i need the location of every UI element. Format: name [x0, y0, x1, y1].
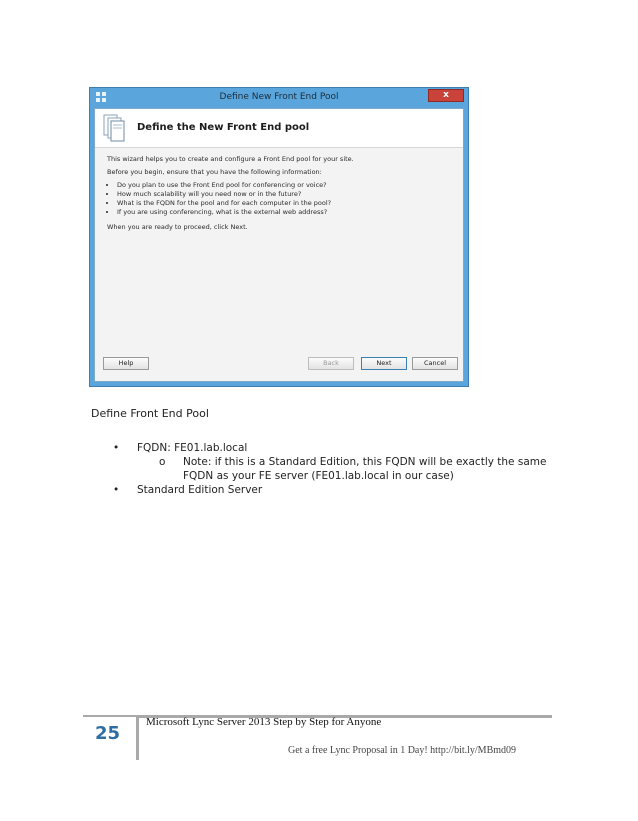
- wizard-header: [95, 109, 463, 148]
- figure-caption: Define Front End Pool: [91, 407, 209, 420]
- dialog-title: Define New Front End Pool: [219, 92, 339, 102]
- list-item: • Do you plan to use the Front End pool for conferencing or voice?: [117, 181, 453, 190]
- list-item: • How much scalability will you need now or in the future?: [117, 190, 453, 199]
- help-button[interactable]: Help: [103, 357, 149, 370]
- back-button[interactable]: Back: [308, 357, 354, 370]
- list-item: • What is the FQDN for the pool and for each computer in the pool?: [117, 199, 453, 208]
- footer-divider: [136, 715, 139, 760]
- footer-subtitle: Get a free Lync Proposal in 1 Day! http://bit.ly/MBmd09: [288, 745, 517, 756]
- footer-title: Microsoft Lync Server 2013 Step by Step for Anyone: [146, 716, 382, 728]
- close-button[interactable]: x: [428, 89, 464, 102]
- cancel-button[interactable]: Cancel: [412, 357, 458, 370]
- list-item: • If you are using conferencing, what is the external web address?: [117, 208, 453, 217]
- dialog-titlebar: [90, 88, 468, 108]
- before-text: Before you begin, ensure that you have the following information:: [107, 168, 322, 176]
- fqdn-item: FQDN: FE01.lab.local: [137, 442, 248, 454]
- bullet-icon: •: [113, 442, 120, 454]
- edition-item: Standard Edition Server: [137, 484, 263, 496]
- page-number: 25: [95, 723, 121, 744]
- dialog-client-area: [94, 108, 464, 382]
- bullet-icon: •: [113, 484, 120, 496]
- wizard-dialog-screenshot: [89, 87, 469, 387]
- note-line-2: FQDN as your FE server (FE01.lab.local in our case): [183, 470, 454, 482]
- server-pool-icon: [103, 114, 125, 142]
- footer-rule-left: [83, 715, 138, 717]
- note-line-1: Note: if this is a Standard Edition, this FQDN will be exactly the same: [183, 456, 547, 468]
- sub-bullet-icon: o: [159, 456, 166, 468]
- intro-text: This wizard helps you to create and configure a Front End pool for your site.: [107, 155, 354, 163]
- next-button[interactable]: Next: [361, 357, 407, 370]
- wizard-heading: Define the New Front End pool: [137, 122, 310, 133]
- wizard-body: [107, 155, 453, 236]
- proceed-text: When you are ready to proceed, click Next.: [107, 223, 248, 231]
- requirements-list: [107, 181, 453, 217]
